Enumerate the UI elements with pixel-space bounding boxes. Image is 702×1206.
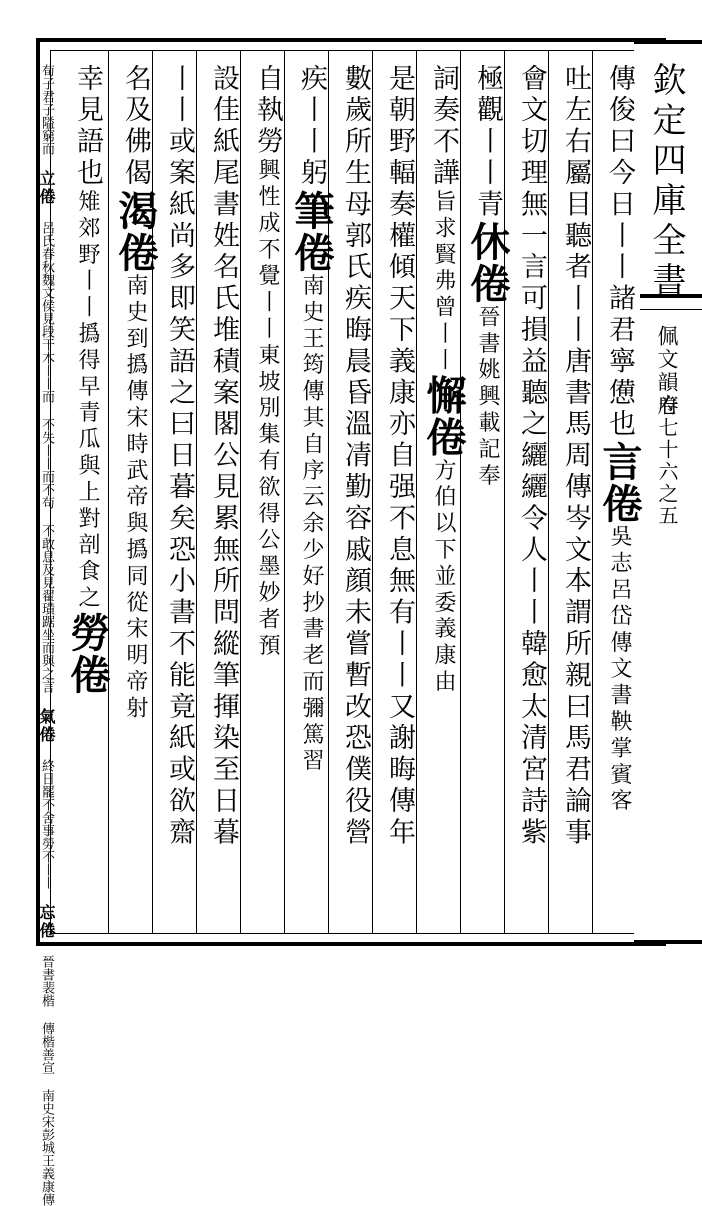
headword: 言倦: [596, 440, 643, 525]
margin-book-title: 欽定四庫全書: [646, 62, 686, 302]
text-column-6: [374, 64, 424, 934]
headword-note: 傳楷善宣: [39, 1022, 54, 1074]
margin-volume-label: 卷七十六之五: [655, 395, 679, 527]
overflow-notes: [6, 64, 56, 1206]
column-text: 是朝野輻奏權傾天下義康亦自强不息無有丨丨又謝晦傳年: [384, 64, 415, 849]
headword: 立倦: [37, 170, 56, 206]
column-text: 詞奏不譁: [428, 64, 459, 190]
text-column-1: [594, 64, 644, 934]
headword-note: 晉書姚興載記奉: [475, 305, 500, 490]
text-column-7: [330, 64, 380, 934]
text-column-13: [64, 64, 111, 934]
column-text: 名及佛偈: [120, 64, 151, 190]
text-column-11: [154, 64, 204, 934]
column-text: 設佳紙尾書姓名氏堆積案閣公見累無所問縱筆揮染至日暮: [208, 64, 239, 849]
column-text: 會文切理無一言可損益聽之纚纚令人丨丨韓愈太清宮詩紫: [516, 64, 547, 849]
column-text: 疾丨丨躬: [296, 64, 327, 190]
margin-top-rule: [634, 40, 702, 44]
text-column-3: [506, 64, 556, 934]
headword-note: 終日罷不舍事勞不丨丨: [39, 759, 54, 889]
column-text: 幸見語也: [72, 64, 103, 190]
text-column-8: [286, 64, 336, 934]
text-column-5: [418, 64, 468, 934]
column-text: 自執勞: [252, 64, 283, 159]
column-text: 吐左右屬目聽者丨丨唐書馬周傳岑文本謂所親曰馬君論事: [560, 64, 591, 849]
headword: 筆倦: [288, 189, 335, 274]
headword-note: 興性成不覺丨丨東坡別集有欲得公墨妙者預: [255, 158, 280, 660]
headword-note: 吳志呂岱傳文書鞅掌賓客: [607, 524, 632, 816]
headword: 懈倦: [420, 374, 467, 459]
column-text: 荀子君子隘窮而: [39, 64, 54, 155]
text-column-12: [110, 64, 160, 934]
margin-book-subtitle: 佩文韻府: [655, 325, 679, 417]
headword: 勞倦: [64, 612, 111, 697]
column-text: 不失丨丨而不茍: [39, 418, 54, 509]
text-column-9: [242, 64, 292, 934]
text-column-10: [198, 64, 248, 934]
margin-bottom-rule: [634, 940, 702, 944]
column-text: 數歲所生母郭氏疾晦晨昏溫凊勤容戚顔未嘗暫改恐僕役營: [340, 64, 371, 849]
headword-note: 雉郊野丨丨撝得早青瓜與上對剖食之: [75, 189, 100, 613]
headword: 氣倦: [37, 708, 56, 744]
text-column-2: [550, 64, 600, 934]
headword: 渴倦: [112, 189, 159, 274]
column-text: 傳俊曰今日丨丨諸君寧憊也: [604, 64, 635, 441]
column-text: 丨丨或案紙尚多即笑語之曰日暮矣恐小書不能竟紙或欲齋: [164, 64, 195, 849]
headword: 忘倦: [37, 904, 56, 940]
headword-note: 南史王筠傳其自序云余少好抄書老而彌篤習: [299, 273, 324, 776]
text-column-4: [462, 64, 512, 934]
headword-note: 南史到撝傳宋時武帝與撝同從宋明帝射: [123, 273, 148, 723]
column-rule: [108, 50, 109, 934]
headword-note: 晉書裴楷: [39, 955, 54, 1007]
headword-note: 方伯以下並委義康由: [431, 458, 456, 697]
headword-note: 呂氏春秋魏文侯見段干木丨丨而: [39, 221, 54, 403]
headword-note: 南史宋彭城王義康傳: [39, 1089, 54, 1206]
headword-note: 旨求賢弗曾丨丨: [431, 189, 456, 375]
headword-note: 不敢息及見翟璜踞坐而與之言: [39, 524, 54, 693]
headword: 休倦: [464, 221, 511, 305]
column-text: 極觀丨丨青: [472, 64, 503, 221]
